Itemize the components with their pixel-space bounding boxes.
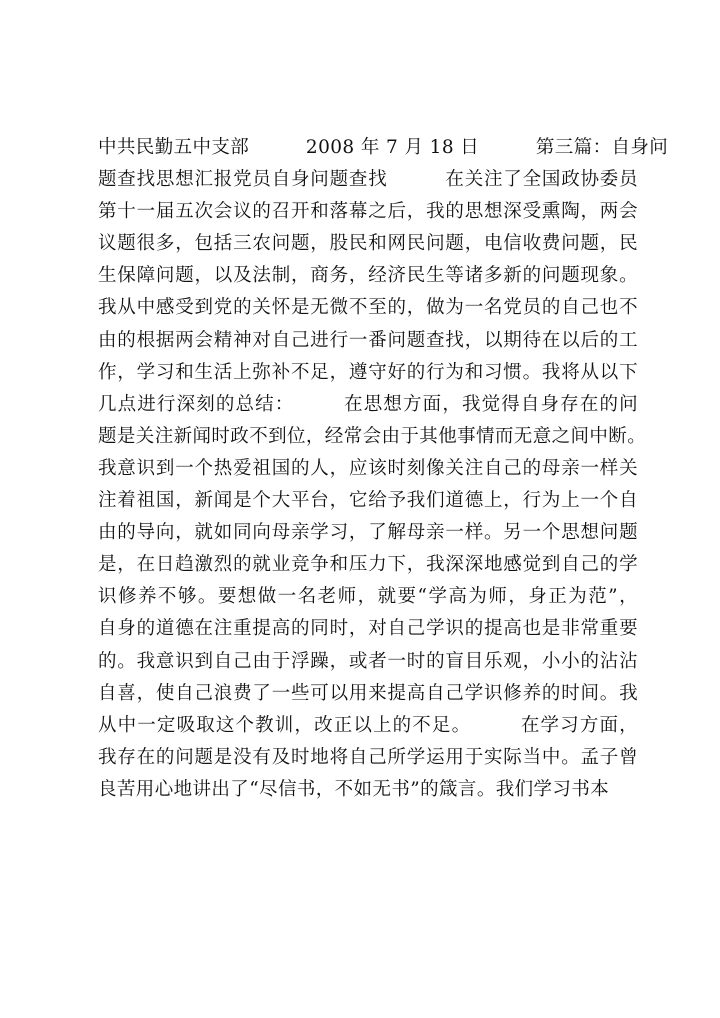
text-line-12: 注着祖国，新闻是个大平台，它给予我们道德上，行为上一个自: [98, 490, 638, 512]
text-line-8: 作，学习和生活上弥补不足，遵守好的行为和习惯。我将从以下: [98, 361, 638, 383]
text-line-4: 议题很多，包括三农问题，股民和网民问题，电信收费问题，民: [98, 233, 638, 255]
text-line-21: 良苦用心地讲出了“尽信书，不如无书”的箴言。我们学习书本: [98, 778, 610, 800]
text-line-15: 识修养不够。要想做一名老师，就要“学高为师，身正为范”，: [98, 586, 638, 608]
text-line-6: 我从中感受到党的关怀是无微不至的，做为一名党员的自己也不: [98, 297, 638, 319]
text-line-20: 我存在的问题是没有及时地将自己所学运用于实际当中。孟子曾: [98, 746, 638, 768]
text-line-5: 生保障问题，以及法制，商务，经济民生等诸多新的问题现象。: [98, 265, 638, 287]
text-line-13: 由的导向，就如同向母亲学习，了解母亲一样。另一个思想问题: [98, 522, 638, 544]
text-line-14: 是，在日趋激烈的就业竞争和压力下，我深深地感觉到自己的学: [98, 554, 638, 576]
text-line-9: 几点进行深刻的总结： 在思想方面，我觉得自身存在的问: [98, 393, 638, 415]
text-line-1: 中共民勤五中支部 2008 年 7 月 18 日 第三篇：自身问: [98, 137, 669, 158]
text-line-16: 自身的道德在注重提高的同时，对自己学识的提高也是非常重要: [98, 618, 638, 640]
text-line-17: 的。我意识到自己由于浮躁，或者一时的盲目乐观，小小的沾沾: [98, 650, 638, 672]
text-line-10: 题是关注新闻时政不到位，经常会由于其他事情而无意之间中断。: [98, 425, 647, 447]
body-text: [98, 132, 669, 806]
text-line-18: 自喜，使自己浪费了一些可以用来提高自己学识修养的时间。我: [98, 682, 638, 704]
text-line-3: 第十一届五次会议的召开和落幕之后，我的思想深受熏陶，两会: [98, 201, 638, 223]
text-line-11: 我意识到一个热爱祖国的人，应该时刻像关注自己的母亲一样关: [98, 457, 638, 479]
text-line-2: 题查找思想汇报党员自身问题查找 在关注了全国政协委员: [98, 169, 638, 191]
text-line-19: 从中一定吸取这个教训，改正以上的不足。 在学习方面，: [98, 714, 638, 736]
text-line-7: 由的根据两会精神对自己进行一番问题查找，以期待在以后的工: [98, 329, 638, 351]
